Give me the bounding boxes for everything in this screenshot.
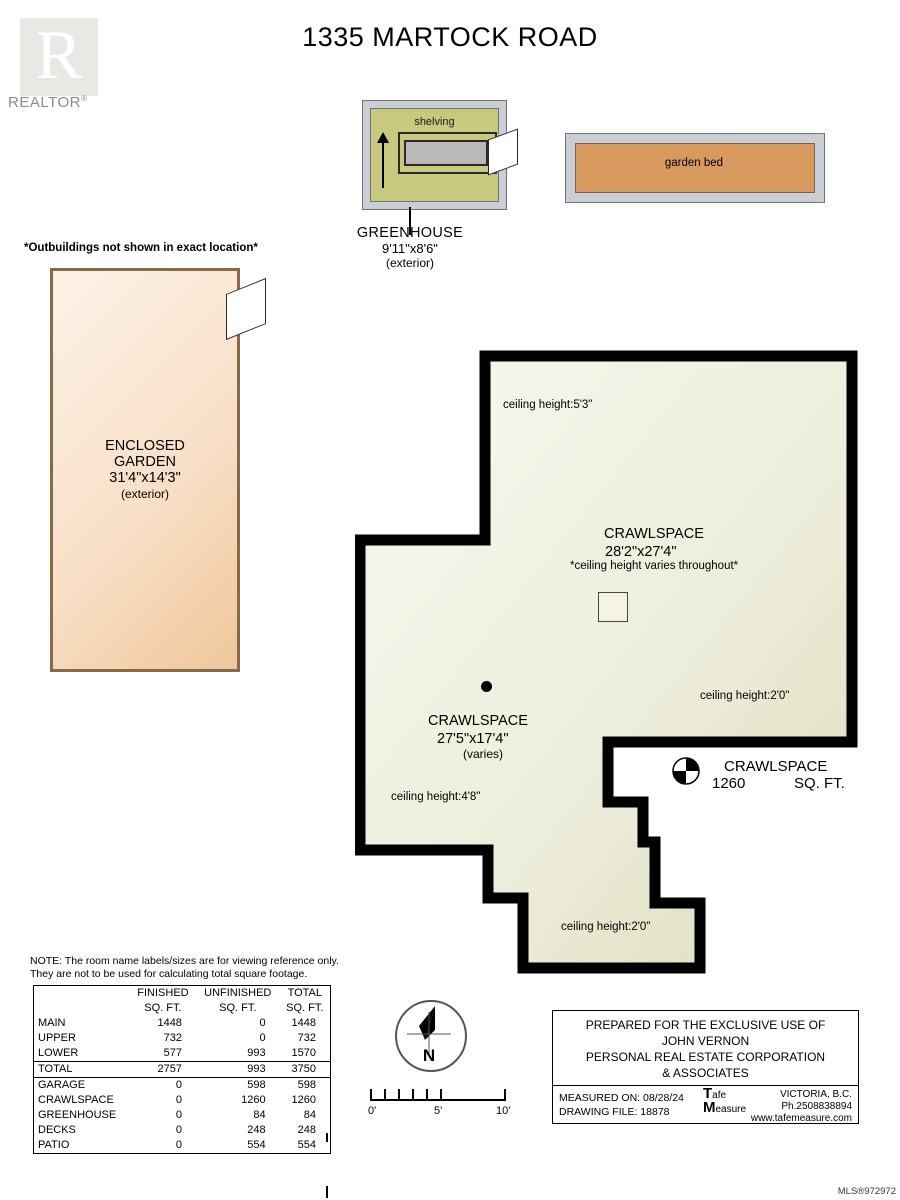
row-finished: 2757 — [130, 1062, 196, 1078]
greenhouse-diagram — [362, 100, 507, 210]
row-total: 248 — [297, 1124, 316, 1136]
row-label: MAIN — [38, 1017, 66, 1029]
crawlspace-outline-svg — [355, 350, 865, 980]
row-total: 598 — [297, 1079, 316, 1091]
drawing-file-label: DRAWING FILE: — [559, 1106, 638, 1118]
scale-tick — [440, 1089, 442, 1101]
compass-north-label: N — [422, 1046, 436, 1065]
brand-t: T — [703, 1085, 713, 1102]
greenhouse-name: GREENHOUSE — [356, 225, 464, 241]
measured-on-row — [559, 1091, 684, 1105]
table-row — [34, 1031, 331, 1046]
enclosed-garden-dimensions: 31'4"x14'3" — [109, 470, 181, 486]
page-registration-mark-2 — [326, 1186, 328, 1198]
measured-on-label: MEASURED ON: — [559, 1092, 641, 1104]
scale-label-0: 0' — [368, 1105, 377, 1117]
scale-tick — [398, 1089, 400, 1101]
scale-tick — [504, 1089, 506, 1101]
row-unfinished: 993 — [196, 1062, 280, 1078]
greenhouse-caption — [320, 226, 500, 271]
crawlspace-legend-value: 1260 — [712, 775, 746, 792]
crawlspace-post-marker — [481, 681, 492, 692]
mls-id: MLS®972972 — [837, 1186, 896, 1197]
page-title: 1335 MARTOCK ROAD — [302, 22, 598, 52]
table-header-unfinished: UNFINISHED — [204, 987, 272, 999]
table-row — [34, 1093, 331, 1108]
ceiling-height-label-3: ceiling height:4'8" — [391, 791, 481, 803]
row-unfinished: 84 — [253, 1109, 266, 1121]
row-finished: 0 — [175, 1109, 182, 1121]
row-label: DECKS — [38, 1124, 76, 1136]
page-registration-mark-1 — [326, 1133, 328, 1142]
crawlspace-b-dimensions: 27'5"x17'4" — [437, 731, 509, 747]
row-total: 732 — [297, 1032, 316, 1044]
prepared-line1: PREPARED FOR THE EXCLUSIVE USE OF — [585, 1018, 826, 1032]
row-unfinished: 248 — [247, 1124, 266, 1136]
table-header-row-bottom — [34, 1001, 331, 1016]
row-total: 84 — [303, 1109, 316, 1121]
realtor-registered-mark: ® — [80, 94, 88, 103]
measurement-details — [553, 1085, 858, 1132]
row-unfinished: 1260 — [241, 1094, 266, 1106]
prepared-line2: JOHN VERNON — [661, 1034, 750, 1048]
scale-label-10: 10' — [496, 1105, 511, 1117]
sqft-table-note: NOTE: The room name labels/sizes are for viewing reference only. They are not to be used for calculating total square footage. — [30, 955, 339, 980]
table-row — [34, 1078, 331, 1094]
scale-tick — [412, 1089, 414, 1101]
prepared-for-text — [553, 1011, 858, 1085]
table-header-unfinished-unit: SQ. FT. — [219, 1002, 257, 1014]
table-header-blank-2 — [34, 1001, 130, 1016]
greenhouse-shelf — [404, 140, 488, 166]
crawlspace-floorplan — [355, 350, 865, 980]
realtor-word-text: REALTOR — [8, 94, 81, 111]
scale-bar — [370, 1085, 510, 1121]
crawlspace-legend-name: CRAWLSPACE — [724, 758, 828, 775]
scale-tick — [426, 1089, 428, 1101]
row-finished: 0 — [175, 1139, 182, 1151]
row-unfinished: 993 — [247, 1047, 266, 1059]
greenhouse-direction-arrow-icon — [382, 142, 384, 188]
crawlspace-outline-path — [360, 356, 852, 968]
crawlspace-b-note: (varies) — [463, 747, 504, 761]
row-total: 1448 — [291, 1017, 316, 1029]
row-finished: 0 — [175, 1094, 182, 1106]
tafe-measure-logo — [703, 1085, 747, 1116]
crawlspace-legend-pie-icon — [672, 757, 700, 785]
table-header-total-unit: SQ. FT. — [286, 1002, 324, 1014]
table-header-row-top — [34, 986, 331, 1002]
prepared-line4: & ASSOCIATES — [662, 1066, 749, 1080]
row-label: UPPER — [38, 1032, 76, 1044]
row-unfinished: 598 — [247, 1079, 266, 1091]
row-finished: 1448 — [157, 1017, 182, 1029]
brand-tafe: afe — [712, 1090, 727, 1101]
ceiling-height-label-4: ceiling height:2'0" — [561, 921, 651, 933]
row-label: LOWER — [38, 1047, 79, 1059]
table-row — [34, 1138, 331, 1154]
measured-on-value: 08/28/24 — [643, 1092, 684, 1104]
row-finished: 0 — [175, 1124, 182, 1136]
ceiling-height-label-1: ceiling height:5'3" — [503, 399, 593, 411]
prepared-line3: PERSONAL REAL ESTATE CORPORATION — [585, 1050, 826, 1064]
prepared-for-box — [552, 1010, 859, 1124]
greenhouse-dimensions: 9'11"x8'6" — [382, 241, 438, 256]
compass-rose — [395, 1000, 467, 1072]
enclosed-garden-name-line1: ENCLOSED — [105, 438, 185, 454]
crawlspace-access-hatch — [598, 592, 628, 622]
table-header-finished-unit: SQ. FT. — [144, 1002, 182, 1014]
table-row — [34, 1046, 331, 1062]
outbuildings-note: *Outbuildings not shown in exact location* — [24, 242, 258, 254]
table-row — [34, 1123, 331, 1138]
row-unfinished: 0 — [259, 1017, 266, 1029]
crawlspace-legend-unit: SQ. FT. — [794, 775, 845, 792]
crawlspace-b-name: CRAWLSPACE — [428, 713, 528, 729]
row-total: 1570 — [291, 1047, 316, 1059]
table-header-total: TOTAL — [287, 987, 322, 999]
measurement-left — [559, 1091, 684, 1119]
scale-label-5: 5' — [434, 1105, 443, 1117]
greenhouse-exterior-note: (exterior) — [385, 256, 434, 270]
realtor-r-glyph: R — [35, 17, 83, 94]
greenhouse-shelving-label: shelving — [414, 116, 455, 128]
brand-m: M — [703, 1099, 716, 1116]
company-phone: Ph.2508838894 — [781, 1101, 852, 1112]
company-city: VICTORIA, B.C. — [779, 1089, 852, 1100]
table-row — [34, 1016, 331, 1031]
row-label: GARAGE — [38, 1079, 86, 1091]
row-label: CRAWLSPACE — [38, 1094, 114, 1106]
row-label: TOTAL — [34, 1062, 130, 1078]
crawlspace-a-name: CRAWLSPACE — [604, 526, 704, 542]
brand-measure: easure — [715, 1104, 747, 1115]
row-unfinished: 0 — [259, 1032, 266, 1044]
scale-tick — [370, 1089, 372, 1101]
scale-tick — [384, 1089, 386, 1101]
row-label: GREENHOUSE — [38, 1109, 117, 1121]
row-total: 1260 — [291, 1094, 316, 1106]
row-unfinished: 554 — [247, 1139, 266, 1151]
table-header-finished: FINISHED — [137, 987, 189, 999]
row-total: 554 — [297, 1139, 316, 1151]
sqft-table — [33, 985, 331, 1154]
garden-bed-label: garden bed — [664, 157, 724, 169]
company-website[interactable]: www.tafemeasure.com — [750, 1113, 852, 1124]
enclosed-garden-caption — [50, 438, 240, 502]
garden-bed-diagram — [565, 133, 825, 203]
row-finished: 732 — [163, 1032, 182, 1044]
enclosed-garden-exterior-note: (exterior) — [120, 487, 169, 501]
row-total: 3750 — [280, 1062, 331, 1078]
scale-bar-line — [370, 1099, 506, 1101]
drawing-file-value: 18878 — [640, 1106, 670, 1118]
table-header-blank — [34, 986, 130, 1002]
crawlspace-a-note: *ceiling height varies throughout* — [570, 560, 739, 572]
row-label: PATIO — [38, 1139, 70, 1151]
drawing-file-row — [559, 1105, 684, 1119]
crawlspace-a-dimensions: 28'2"x27'4" — [605, 544, 677, 560]
ceiling-height-label-2: ceiling height:2'0" — [700, 690, 790, 702]
enclosed-garden-name-line2: GARDEN — [113, 454, 177, 470]
row-finished: 0 — [175, 1079, 182, 1091]
table-row — [34, 1108, 331, 1123]
table-row-total — [34, 1062, 331, 1078]
measurement-right — [751, 1089, 852, 1125]
realtor-wordmark — [8, 94, 120, 111]
row-finished: 577 — [163, 1047, 182, 1059]
